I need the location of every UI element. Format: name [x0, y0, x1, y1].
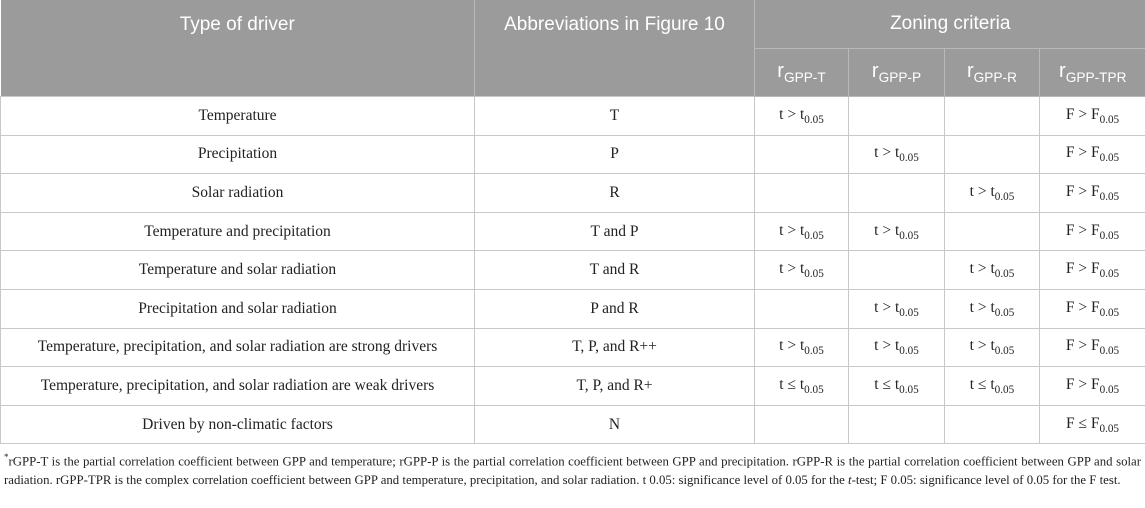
- cell-criterion-r-gpp-t: [755, 251, 849, 290]
- table-row: [1, 289, 1145, 328]
- cell-criterion-r-gpp-tpr: [1040, 251, 1145, 290]
- cell-criterion-r-gpp-p: [849, 289, 945, 328]
- criterion-subscript: 0.05: [1099, 152, 1120, 165]
- criterion-expression: F > F: [1065, 337, 1100, 355]
- criterion-subscript: 0.05: [899, 306, 919, 319]
- criterion-subscript: 0.05: [994, 268, 1015, 281]
- cell-criterion-r-gpp-r: [945, 328, 1040, 367]
- table-row: [1, 212, 1145, 251]
- cell-driver-type: Temperature: [1, 97, 475, 136]
- cell-criterion-r-gpp-r: [945, 251, 1040, 290]
- cell-criterion-r-gpp-t: [755, 174, 849, 213]
- cell-criterion-r-gpp-p: [849, 135, 945, 174]
- criterion-subscript: 0.05: [804, 345, 824, 358]
- cell-criterion-r-gpp-p: [849, 328, 945, 367]
- criterion-subscript: 0.05: [899, 384, 919, 396]
- cell-criterion-r-gpp-r: [945, 135, 1040, 174]
- cell-criterion-r-gpp-p: [849, 174, 945, 213]
- criterion-expression: t > t: [874, 144, 900, 162]
- cell-criterion-r-gpp-tpr: [1040, 135, 1145, 174]
- table-row: [1, 174, 1145, 213]
- cell-criterion-r-gpp-t: [755, 328, 849, 367]
- criterion-expression: F > F: [1065, 221, 1100, 239]
- cell-criterion-r-gpp-tpr: [1040, 405, 1145, 444]
- cell-abbreviation: T and P: [475, 212, 755, 251]
- table-row: [1, 405, 1145, 444]
- cell-abbreviation: T, P, and R+: [475, 367, 755, 406]
- cell-criterion-r-gpp-p: [849, 97, 945, 136]
- criterion-subscript: 0.05: [994, 345, 1015, 358]
- criterion-expression: t > t: [874, 221, 900, 239]
- footnote-italic-t: t: [848, 473, 852, 488]
- cell-driver-type: Temperature, precipitation, and solar radiation are strong drivers: [1, 328, 475, 367]
- cell-driver-type: Precipitation and solar radiation: [1, 289, 475, 328]
- cell-driver-type: Driven by non-climatic factors: [1, 405, 475, 444]
- criterion-expression: F > F: [1065, 144, 1100, 162]
- criterion-subscript: 0.05: [1099, 306, 1120, 319]
- criterion-expression: t ≤ t: [874, 375, 900, 393]
- criterion-expression: t ≤ t: [779, 375, 805, 393]
- table-row: [1, 97, 1145, 136]
- criterion-subscript: 0.05: [1099, 229, 1120, 242]
- criterion-expression: t > t: [779, 105, 805, 123]
- criterion-subscript: 0.05: [804, 268, 824, 281]
- criterion-subscript: 0.05: [1099, 345, 1120, 358]
- criterion-expression: t > t: [969, 260, 995, 278]
- cell-criterion-r-gpp-tpr: [1040, 212, 1145, 251]
- criterion-subscript: 0.05: [804, 229, 824, 242]
- criterion-subscript: 0.05: [899, 229, 919, 242]
- criterion-subscript: 0.05: [804, 384, 824, 396]
- table-body: [1, 97, 1145, 444]
- cell-driver-type: Solar radiation: [1, 174, 475, 213]
- cell-criterion-r-gpp-t: [755, 97, 849, 136]
- cell-criterion-r-gpp-r: [945, 212, 1040, 251]
- criterion-subscript: 0.05: [899, 345, 919, 358]
- criterion-subscript: 0.05: [1099, 384, 1120, 396]
- cell-criterion-r-gpp-tpr: [1040, 97, 1145, 136]
- criterion-expression: F > F: [1065, 260, 1100, 278]
- table-header: [1, 0, 1145, 97]
- cell-criterion-r-gpp-t: [755, 367, 849, 406]
- criterion-expression: t > t: [969, 298, 995, 316]
- footnote-text-part1: rGPP-T is the partial correlation coefficient between GPP and temperature; rGPP-P is the partial correlation coefficient between GPP and precipitation. rGPP-R is the partial correlation coefficient between GPP and solar radiation. rGPP-TPR is the complex correlation coefficient between GPP and temperature, precipitation, and solar radiation. t 0.05: significance level of 0.05 for the: [4, 454, 1141, 488]
- cell-criterion-r-gpp-r: [945, 97, 1040, 136]
- criterion-expression: t > t: [779, 260, 805, 278]
- table-row: [1, 328, 1145, 367]
- criterion-expression: F > F: [1065, 182, 1100, 200]
- criterion-subscript: 0.05: [994, 191, 1015, 204]
- criterion-expression: t ≤ t: [969, 375, 995, 393]
- cell-criterion-r-gpp-p: [849, 212, 945, 251]
- cell-criterion-r-gpp-tpr: [1040, 328, 1145, 367]
- cell-criterion-r-gpp-t: [755, 212, 849, 251]
- criterion-expression: F ≤ F: [1065, 414, 1100, 432]
- criterion-subscript: 0.05: [994, 306, 1015, 319]
- criterion-expression: t > t: [779, 221, 805, 239]
- criterion-expression: F > F: [1065, 298, 1100, 316]
- header-r-gpp-p: $r_{GPP-P}$: [849, 49, 945, 97]
- cell-criterion-r-gpp-tpr: [1040, 289, 1145, 328]
- criterion-expression: F > F: [1065, 105, 1100, 123]
- cell-criterion-r-gpp-p: [849, 251, 945, 290]
- cell-criterion-r-gpp-r: [945, 174, 1040, 213]
- cell-criterion-r-gpp-t: [755, 289, 849, 328]
- cell-driver-type: Temperature and precipitation: [1, 212, 475, 251]
- criterion-expression: t > t: [874, 337, 900, 355]
- cell-abbreviation: P and R: [475, 289, 755, 328]
- cell-criterion-r-gpp-t: [755, 135, 849, 174]
- header-type-of-driver: Type of driver: [1, 0, 475, 97]
- table-row: [1, 135, 1145, 174]
- header-r-gpp-r: $r_{GPP-R}$: [945, 49, 1040, 97]
- header-zoning-criteria: Zoning criteria: [755, 0, 1145, 49]
- criterion-expression: t > t: [969, 337, 995, 355]
- criterion-subscript: 0.05: [1099, 113, 1120, 126]
- cell-criterion-r-gpp-p: [849, 367, 945, 406]
- cell-criterion-r-gpp-r: [945, 367, 1040, 406]
- footnote-text-part2: -test; F 0.05: significance level of 0.05 for the F test.: [851, 473, 1121, 488]
- cell-driver-type: Temperature, precipitation, and solar radiation are weak drivers: [1, 367, 475, 406]
- cell-abbreviation: R: [475, 174, 755, 213]
- criterion-subscript: 0.05: [1099, 422, 1120, 435]
- criterion-expression: F > F: [1065, 375, 1100, 393]
- cell-abbreviation: T and R: [475, 251, 755, 290]
- header-r-gpp-tpr: $r_{GPP-TPR}$: [1040, 49, 1145, 97]
- criterion-expression: t > t: [874, 298, 900, 316]
- criterion-subscript: 0.05: [899, 152, 919, 165]
- cell-criterion-r-gpp-r: [945, 405, 1040, 444]
- criterion-subscript: 0.05: [804, 113, 824, 126]
- cell-driver-type: Temperature and solar radiation: [1, 251, 475, 290]
- table-footnote: [4, 448, 1141, 490]
- cell-driver-type: Precipitation: [1, 135, 475, 174]
- cell-criterion-r-gpp-r: [945, 289, 1040, 328]
- criterion-expression: t > t: [969, 182, 995, 200]
- criterion-expression: t > t: [779, 337, 805, 355]
- cell-criterion-r-gpp-t: [755, 405, 849, 444]
- cell-abbreviation: P: [475, 135, 755, 174]
- header-r-gpp-t: $r_{GPP-T}$: [755, 49, 849, 97]
- cell-abbreviation: T, P, and R++: [475, 328, 755, 367]
- cell-criterion-r-gpp-tpr: [1040, 367, 1145, 406]
- cell-criterion-r-gpp-tpr: [1040, 174, 1145, 213]
- footnote-marker: *: [4, 452, 9, 462]
- criterion-subscript: 0.05: [1099, 191, 1120, 204]
- cell-abbreviation: T: [475, 97, 755, 136]
- table-row: [1, 251, 1145, 290]
- cell-abbreviation: N: [475, 405, 755, 444]
- header-abbreviations: Abbreviations in Figure 10: [475, 0, 755, 97]
- criterion-subscript: 0.05: [1099, 268, 1120, 281]
- cell-criterion-r-gpp-p: [849, 405, 945, 444]
- criterion-subscript: 0.05: [994, 384, 1015, 396]
- table-row: [1, 367, 1145, 406]
